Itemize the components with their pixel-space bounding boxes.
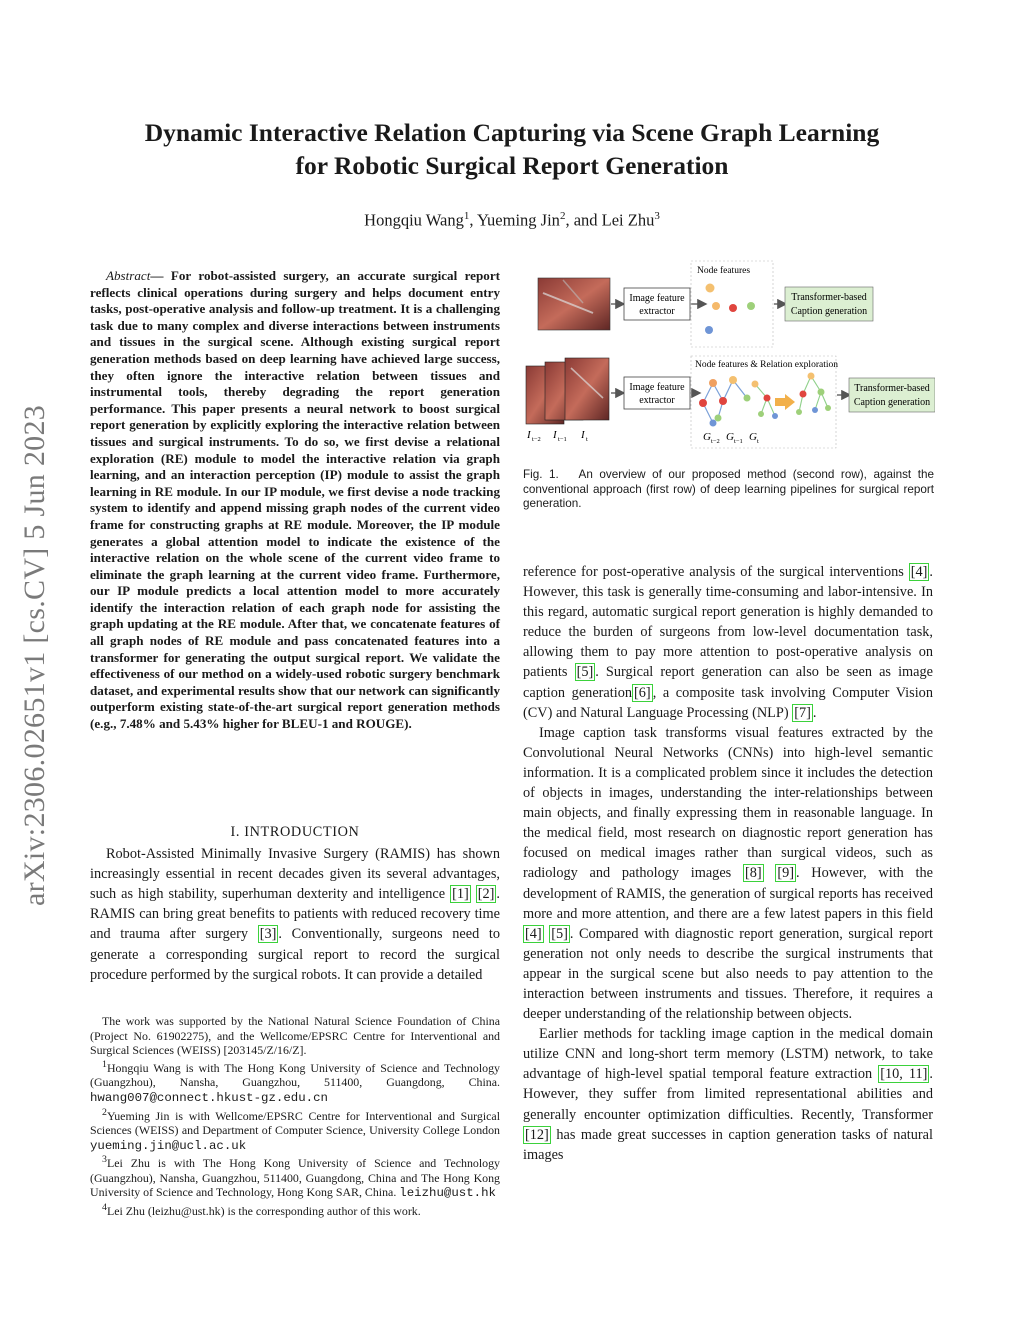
fig-label: G (726, 431, 734, 443)
author-list (90, 210, 934, 231)
intro-paragraph: reference for post-operative analysis of the surgical interventions [4] . However, this task is generally time-consuming and labor-intensive. In this regard, automatic surgical report generation is highly demanded to reduce the burden of surgeons from low-level documentation task, allowing them to pay more attention to post-operative analysis on patients [5] . Surgical report generation can also be seen as image caption generation [6] , a composite task involving Computer Vision (CV) and Natural Language Processing (NLP) [7] . (523, 564, 934, 721)
caption-text: An overview of our proposed method (second row), against the conventional approach (first row) of deep learning pipelines for surgical report generation. (523, 468, 934, 511)
fig-label: G (703, 431, 711, 443)
footnote-2: $^2$Yueming Jin is with Wellcome/EPSRC Centre for Interventional and Surgical Sciences (WEISS) and Department of Computer Science, University College London yueming.jin@ucl.ac.uk (90, 1106, 500, 1153)
title-line-2: for Robotic Surgical Report Generation (295, 151, 729, 180)
citation-link[interactable]: [2] (477, 886, 495, 903)
intro-paragraph: Robot-Assisted Minimally Invasive Surgery (RAMIS) has shown increasingly essential in recent decades given its several advantages, such as high stability, superhuman dexterity and intelligence [1] [2] . RAMIS can bring great benefits to patients with reduced recovery time and trauma after surgery [3] . Conventionally, surgeons need to generate a corresponding surgical report to record the surgical procedure performed by the surgical robots. It can provide a detailed (90, 846, 500, 983)
fig-label: I (581, 429, 585, 441)
author-name: , Yueming Jin (469, 210, 560, 230)
fig-label: I (553, 429, 557, 441)
fig-label: G (749, 431, 757, 443)
citation-link[interactable]: [5] (576, 664, 594, 681)
fig-label: Transformer-based (854, 383, 930, 394)
citation-link[interactable]: [12] (525, 1126, 549, 1143)
author-affil: 2 (559, 210, 566, 222)
abstract (90, 268, 500, 733)
citation-link[interactable]: [7] (794, 704, 811, 721)
footnote-3: $^3$Lei Zhu is with The Hong Kong University of Science and Technology (Guangzhou), Nansha, Guangzhou, 511400, Guangdong, China and The Hong Kong University of Science and Technology, Hong Kong SAR, China. leizhu@ust.hk (90, 1154, 500, 1201)
footnote-4: $^4$Lei Zhu (leizhu@ust.hk) is the corresponding author of this work. (102, 1202, 421, 1218)
author-affil: 1 (463, 210, 470, 222)
intro-paragraph: Earlier methods for tackling image caption in the medical domain utilize CNN and long-short term memory (LSTM) network, to take advantage of high-level spatial temporal feature extraction [10, 11] . However, they suffer from limited representational abilities and generally encounter optimization difficulties. Recently, Transformer [12] has made great successes in caption generation tasks of natural images (523, 1026, 933, 1163)
fig-label: I (527, 429, 531, 441)
abstract-label: Abstract (106, 268, 151, 283)
fig-label: t−2 (532, 436, 541, 443)
citation-link[interactable]: [3] (259, 926, 277, 943)
citation-link[interactable]: [1] (452, 886, 469, 903)
email-link[interactable]: hwang007@connect.hkust-gz.edu.cn (90, 1090, 328, 1105)
figure-caption (523, 468, 934, 512)
fig-label: Node features & Relation exploration (695, 360, 838, 370)
email-link[interactable]: yueming.jin@ucl.ac.uk (90, 1138, 247, 1153)
citation-link[interactable]: [8] (744, 865, 762, 882)
footnotes (90, 1014, 500, 1219)
intro-paragraph: Image caption task transforms visual features extracted by the Convolutional Neural Networks (CNNs) into high-level semantic information. It is a complicated problem since it includes the detection of objects in images, understanding the inter-relationships between main objects, and finally expressing them in reasonable language. In the medical field, most research on diagnostic report generation has focused on medical images rather than surgical videos, such as radiology and pathology images [8] [9] . However, with the development of RAMIS, the generation of surgical reports has received more and more attention, and there are a few latest papers in this field [4] [5] . Compared with diagnostic report generation, surgical report generation not only needs to describe the surgical instruments that appear in the surgical scene but also needs to pay attention to the interaction between instruments and tissues. Therefore, it requires a deeper understanding of the relationship between objects. (523, 724, 934, 1023)
fig-label: t (586, 436, 588, 443)
fig-label: Caption generation (853, 397, 931, 408)
fig-label: extractor (639, 395, 675, 406)
fig-label: Transformer-based (791, 292, 867, 303)
fig-label: Image feature (629, 293, 685, 304)
fig-label: t−1 (734, 438, 743, 445)
intro-left (90, 815, 500, 985)
section-heading: I. INTRODUCTION (230, 824, 360, 840)
surgical-frame-image (565, 358, 609, 420)
fig-label: t−2 (711, 438, 720, 445)
paper-title (90, 116, 934, 182)
abstract-text: — For robot-assisted surgery, an accurate surgical report reflects clinical operations during surgery and helps document entry tasks, post-operative analysis and follow-up treatment. It is a challenging task due to many complex and diverse interactions between instruments and tissues in the surgical scene. Although existing surgical report generation methods based on deep learning have achieved large success, they often ignore the interactive relation between tissues and instrumental tools, thereby degrading the report generation performance. This paper presents a neural network to boost surgical report generation by explicitly exploring the interactive relation between tissues and surgical instruments. To do so, we first devise a relational exploration (RE) module to model the interactive relation via graph learning, and an interaction perception (IP) module to assist the graph learning in RE module. In our IP module, we first devise a node tracking system to identify and append missing graph nodes of the current video frame for constructing graphs at RE module. Moreover, the IP module generates a global attention model to indicate the existence of the interactive relation on the whole scene of the current video frame to eliminate the graph learning at the current video frame. Furthermore, our IP module predicts a local attention model to more accurately identify the interaction relation of each graph node for assisting the graph updating at the RE module. After that, we concatenate features of all graph nodes of RE module and pass concatenated features into a transformer for generating the output surgical report. We validate the effectiveness of our method on a widely-used robotic surgery benchmark dataset, and experimental results show that our network can significantly outperform existing state-of-the-art surgical report generation methods (e.g., 7.48% and 5.43% higher for BLEU-1 and ROUGE). (90, 268, 500, 732)
arxiv-side-label: arXiv:2306.02651v1 [cs.CV] 5 Jun 2023 (18, 404, 51, 906)
author-name: Hongqiu Wang (364, 210, 464, 230)
author-name: , and Lei Zhu (565, 210, 655, 230)
author-affil: 3 (654, 210, 660, 222)
fig-label: extractor (639, 306, 675, 317)
fig-label: Image feature (629, 382, 685, 393)
fig-label: Caption generation (790, 306, 868, 317)
citation-link[interactable]: [9] (777, 865, 795, 882)
figure-1 (523, 258, 935, 454)
fig-label: Node features (697, 266, 751, 276)
fig-label: t (757, 438, 759, 445)
email-link[interactable]: leizhu@ust.hk (399, 1186, 496, 1201)
fig-label: t−1 (558, 436, 567, 443)
caption-label: Fig. 1. (523, 468, 559, 481)
citation-link[interactable]: [5] (551, 925, 568, 942)
citation-link[interactable]: [10, 11] (880, 1066, 928, 1083)
footnote-1: $^1$Hongqiu Wang is with The Hong Kong University of Science and Technology (Guangzhou), Nansha, Guangzhou, 511400, Guangdong, China. hwang007@connect.hkust-gz.edu.cn (90, 1058, 500, 1105)
citation-link[interactable]: [6] (634, 684, 651, 701)
surgical-frame-image (538, 278, 610, 330)
footnote-funding: The work was supported by the National Natural Science Foundation of China (Project No. 61902275), and the Wellcome/EPSRC Centre for Interventional and Surgical Sciences (WEISS) [203145/Z/16/Z]. (90, 1014, 500, 1058)
title-line-1: Dynamic Interactive Relation Capturing via Scene Graph Learning (144, 118, 880, 147)
intro-right (523, 562, 933, 1165)
citation-link[interactable]: [4] (910, 564, 928, 580)
citation-link[interactable]: [4] (525, 925, 542, 942)
